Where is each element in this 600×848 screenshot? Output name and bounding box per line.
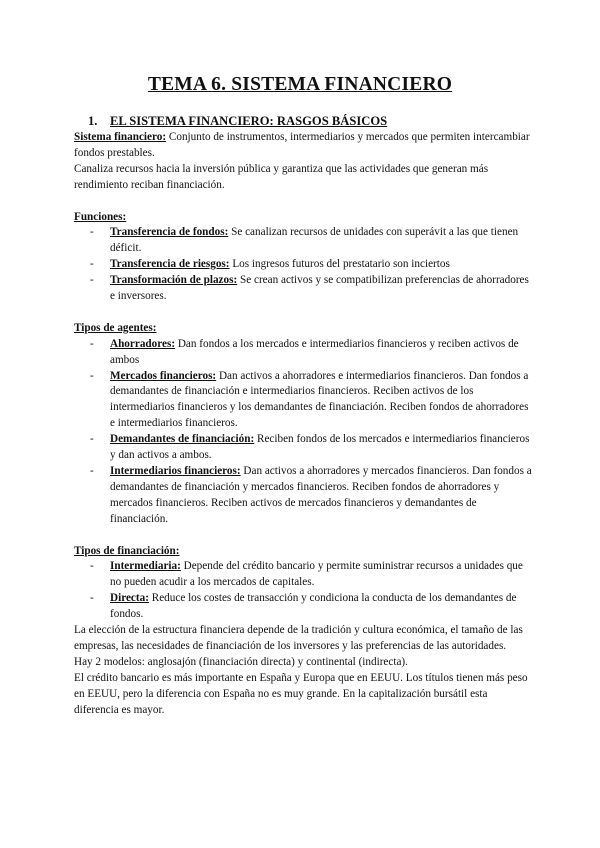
item-term: Mercados financieros:	[110, 369, 217, 382]
section-title: EL SISTEMA FINANCIERO: RASGOS BÁSICOS	[110, 114, 388, 128]
list-item	[74, 337, 534, 369]
funciones-list	[74, 225, 534, 305]
item-term: Demandantes de financiación:	[110, 433, 255, 446]
document-body	[74, 130, 534, 718]
item-term: Directa:	[110, 592, 149, 605]
list-item	[74, 257, 534, 273]
agentes-list	[74, 337, 534, 528]
list-item	[74, 559, 534, 591]
item-text: Reciben fondos de los mercados e intermediarios financieros y dan activos a ambos.	[110, 433, 530, 462]
list-item	[74, 464, 534, 528]
closing-paragraph: El crédito bancario es más importante en España y Europa que en EEUU. Los títulos tienen más peso en EEUU, pero la diferencia con España no es muy grande. En la capitalización bursátil esta diferencia es mayor.	[74, 671, 528, 716]
item-term: Intermediaria:	[110, 560, 181, 573]
section-number: 1.	[88, 114, 98, 128]
financiacion-heading: Tipos de financiación:	[74, 544, 180, 557]
list-item	[74, 369, 534, 433]
list-item	[74, 273, 534, 305]
item-text: Se crean activos y se compatibilizan preferencias de ahorradores e inversores.	[110, 274, 529, 303]
closing-paragraph: La elección de la estructura financiera depende de la tradición y cultura económica, el tamaño de las empresas, las necesidades de financiación de los inversores y las preferencias de las autoridades.	[74, 624, 523, 652]
list-item	[74, 591, 534, 623]
item-text: Dan fondos a los mercados e intermediarios financieros y reciben activos de ambos	[110, 337, 519, 366]
item-text: Se canalizan recursos de unidades con superávit a las que tienen déficit.	[110, 226, 519, 255]
financiacion-list	[74, 559, 534, 623]
page-title: TEMA 6. SISTEMA FINANCIERO	[147, 74, 453, 95]
item-term: Ahorradores:	[110, 337, 176, 350]
item-text: Dan activos a ahorradores y mercados financieros. Dan fondos a demandantes de financiación y mercados financieros. Reciben fondos de ahorradores y mercados financieros. Reciben activos de mercados financieros y demandantes de financiación.	[110, 465, 532, 525]
item-term: Transformación de plazos:	[110, 274, 238, 287]
definition-text: Conjunto de instrumentos, intermediarios y mercados que permiten intercambiar fondos prestables.	[74, 131, 530, 159]
list-item	[74, 225, 534, 257]
item-text: Los ingresos futuros del prestatario son inciertos	[229, 258, 450, 271]
item-text: Reduce los costes de transacción y condiciona la conducta de los demandantes de fondos.	[110, 592, 517, 621]
funciones-heading: Funciones:	[74, 210, 127, 223]
agentes-heading: Tipos de agentes:	[74, 321, 157, 334]
definition-term: Sistema financiero:	[74, 131, 167, 143]
definition-paragraph	[74, 130, 534, 162]
item-term: Intermediarios financieros:	[110, 465, 241, 477]
list-item	[74, 432, 534, 464]
item-text: Depende del crédito bancario y permite suministrar recursos a unidades que no pueden acudir a los mercados de capitales.	[110, 560, 523, 589]
definition-extra: Canaliza recursos hacia la inversión pública y garantiza que las actividades que generan más rendimiento reciban financiación.	[74, 162, 489, 191]
section-heading	[88, 114, 387, 129]
item-text: Dan activos a ahorradores e intermediarios financieros. Dan fondos a demandantes de financiación e intermediarios financieros. Reciben activos de los intermediarios financieros y los demandantes de financiación. Reciben fondos de ahorradores e intermediarios financieros.	[110, 369, 529, 430]
item-term: Transferencia de fondos:	[110, 226, 229, 239]
item-term: Transferencia de riesgos:	[110, 258, 230, 271]
closing-paragraph: Hay 2 modelos: anglosajón (financiación directa) y continental (indirecta).	[74, 655, 408, 668]
